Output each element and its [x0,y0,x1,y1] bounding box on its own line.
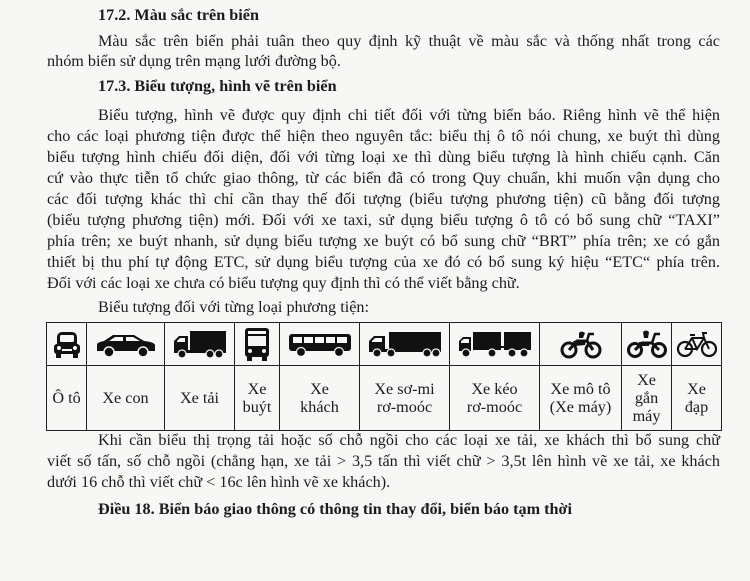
icon-cell [672,323,722,366]
paragraph-line: thiết bị thu phí tự động ETC, sử dụng biểu tượng của xe đó có bổ sung ký hiệu “ETC“ phía trên. [47,253,720,271]
icon-cell [165,323,235,366]
vehicle-label: Xe buýt [235,366,280,431]
paragraph-line: Khi cần biểu thị trọng tải hoặc số chỗ ngồi cho các loại xe tải, xe khách thì bổ sung chữ [98,431,720,449]
vehicle-label: Xe gắn máy [622,366,672,431]
icon-cell [47,323,87,366]
paragraph-line: cho các loại phương tiện được thể hiện theo nguyên tắc: biểu thị ô tô nói chung, xe buýt thì dùng [47,127,720,145]
bicycle-icon [676,330,718,358]
paragraph-line: (biểu tượng phương tiện) mới. Đối với xe taxi, sử dụng biểu tượng ô tô có bổ sung chữ “TAXI” [47,211,720,229]
icon-cell [622,323,672,366]
article-18-heading: Điều 18. Biển báo giao thông có thông tin thay đổi, biển báo tạm thời [98,500,572,518]
vehicle-label: Xe kéo rơ-moóc [450,366,540,431]
icon-cell [280,323,360,366]
paragraph-line: viết số tấn, số chỗ ngồi (chẳng hạn, xe tải > 3,5 tấn thì viết chữ > 3,5t lên hình vẽ xe tải, xe khách [47,452,720,470]
paragraph-line: Đối với các loại xe chưa có biểu tượng quy định thì có thể viết bằng chữ. [47,274,520,292]
coach-icon [287,330,353,358]
paragraph-line: phía trên; xe buýt nhanh, sử dụng biểu tượng xe buýt có bổ sung chữ “BRT” phía trên; xe có gắn [47,232,720,250]
vehicle-symbol-table [46,322,722,431]
paragraph-line: biểu tượng hình chiếu đối diện, đối với từng loại xe thì dùng biểu tượng là hình chiếu cạnh. Căn [47,148,720,166]
icon-cell [360,323,450,366]
car-side-icon [94,329,158,359]
vehicle-label: Ô tô [47,366,87,431]
table-intro: Biểu tượng đối với từng loại phương tiện: [98,298,369,316]
paragraph-line: dưới 16 chỗ thì viết chữ < 16c lên hình vẽ xe khách). [47,473,391,491]
bus-front-icon [242,326,272,362]
paragraph-line: các đối tượng khác thì chỉ cần thay thế đối tượng (biểu tượng phương tiện) cũ bằng đối tượng [47,190,720,208]
moped-icon [626,329,668,359]
car-front-icon [50,327,84,361]
paragraph-line: Màu sắc trên biển phải tuân theo quy định kỹ thuật về màu sắc và thống nhất trong các [98,32,720,50]
paragraph-line: Biểu tượng, hình vẽ được quy định chi tiết đối với từng biển báo. Riêng hình vẽ thể hiện [98,106,720,124]
paragraph-line: nhóm biển sử dụng trên mạng lưới đường bộ. [47,52,341,70]
icon-cell [235,323,280,366]
semi-trailer-icon [367,329,443,359]
motorbike-icon [559,329,603,359]
icon-cell [540,323,622,366]
icon-row [47,323,722,366]
truck-icon [172,328,228,360]
icon-cell [450,323,540,366]
section-17-3-heading: 17.3. Biểu tượng, hình vẽ trên biển [98,77,337,95]
section-17-2-heading: 17.2. Màu sắc trên biển [98,6,259,24]
icon-cell [87,323,165,366]
vehicle-label: Xe con [87,366,165,431]
vehicle-label: Xe đạp [672,366,722,431]
tractor-trailer-icon [457,329,533,359]
label-row [47,366,722,431]
vehicle-label: Xe mô tô (Xe máy) [540,366,622,431]
paragraph-line: cứ vào thực tiễn tổ chức giao thông, từ các biển đã có trong Quy chuẩn, khi muốn vận dụng cho [47,169,720,187]
vehicle-label: Xe sơ-mi rơ-moóc [360,366,450,431]
vehicle-label: Xe tải [165,366,235,431]
vehicle-label: Xe khách [280,366,360,431]
